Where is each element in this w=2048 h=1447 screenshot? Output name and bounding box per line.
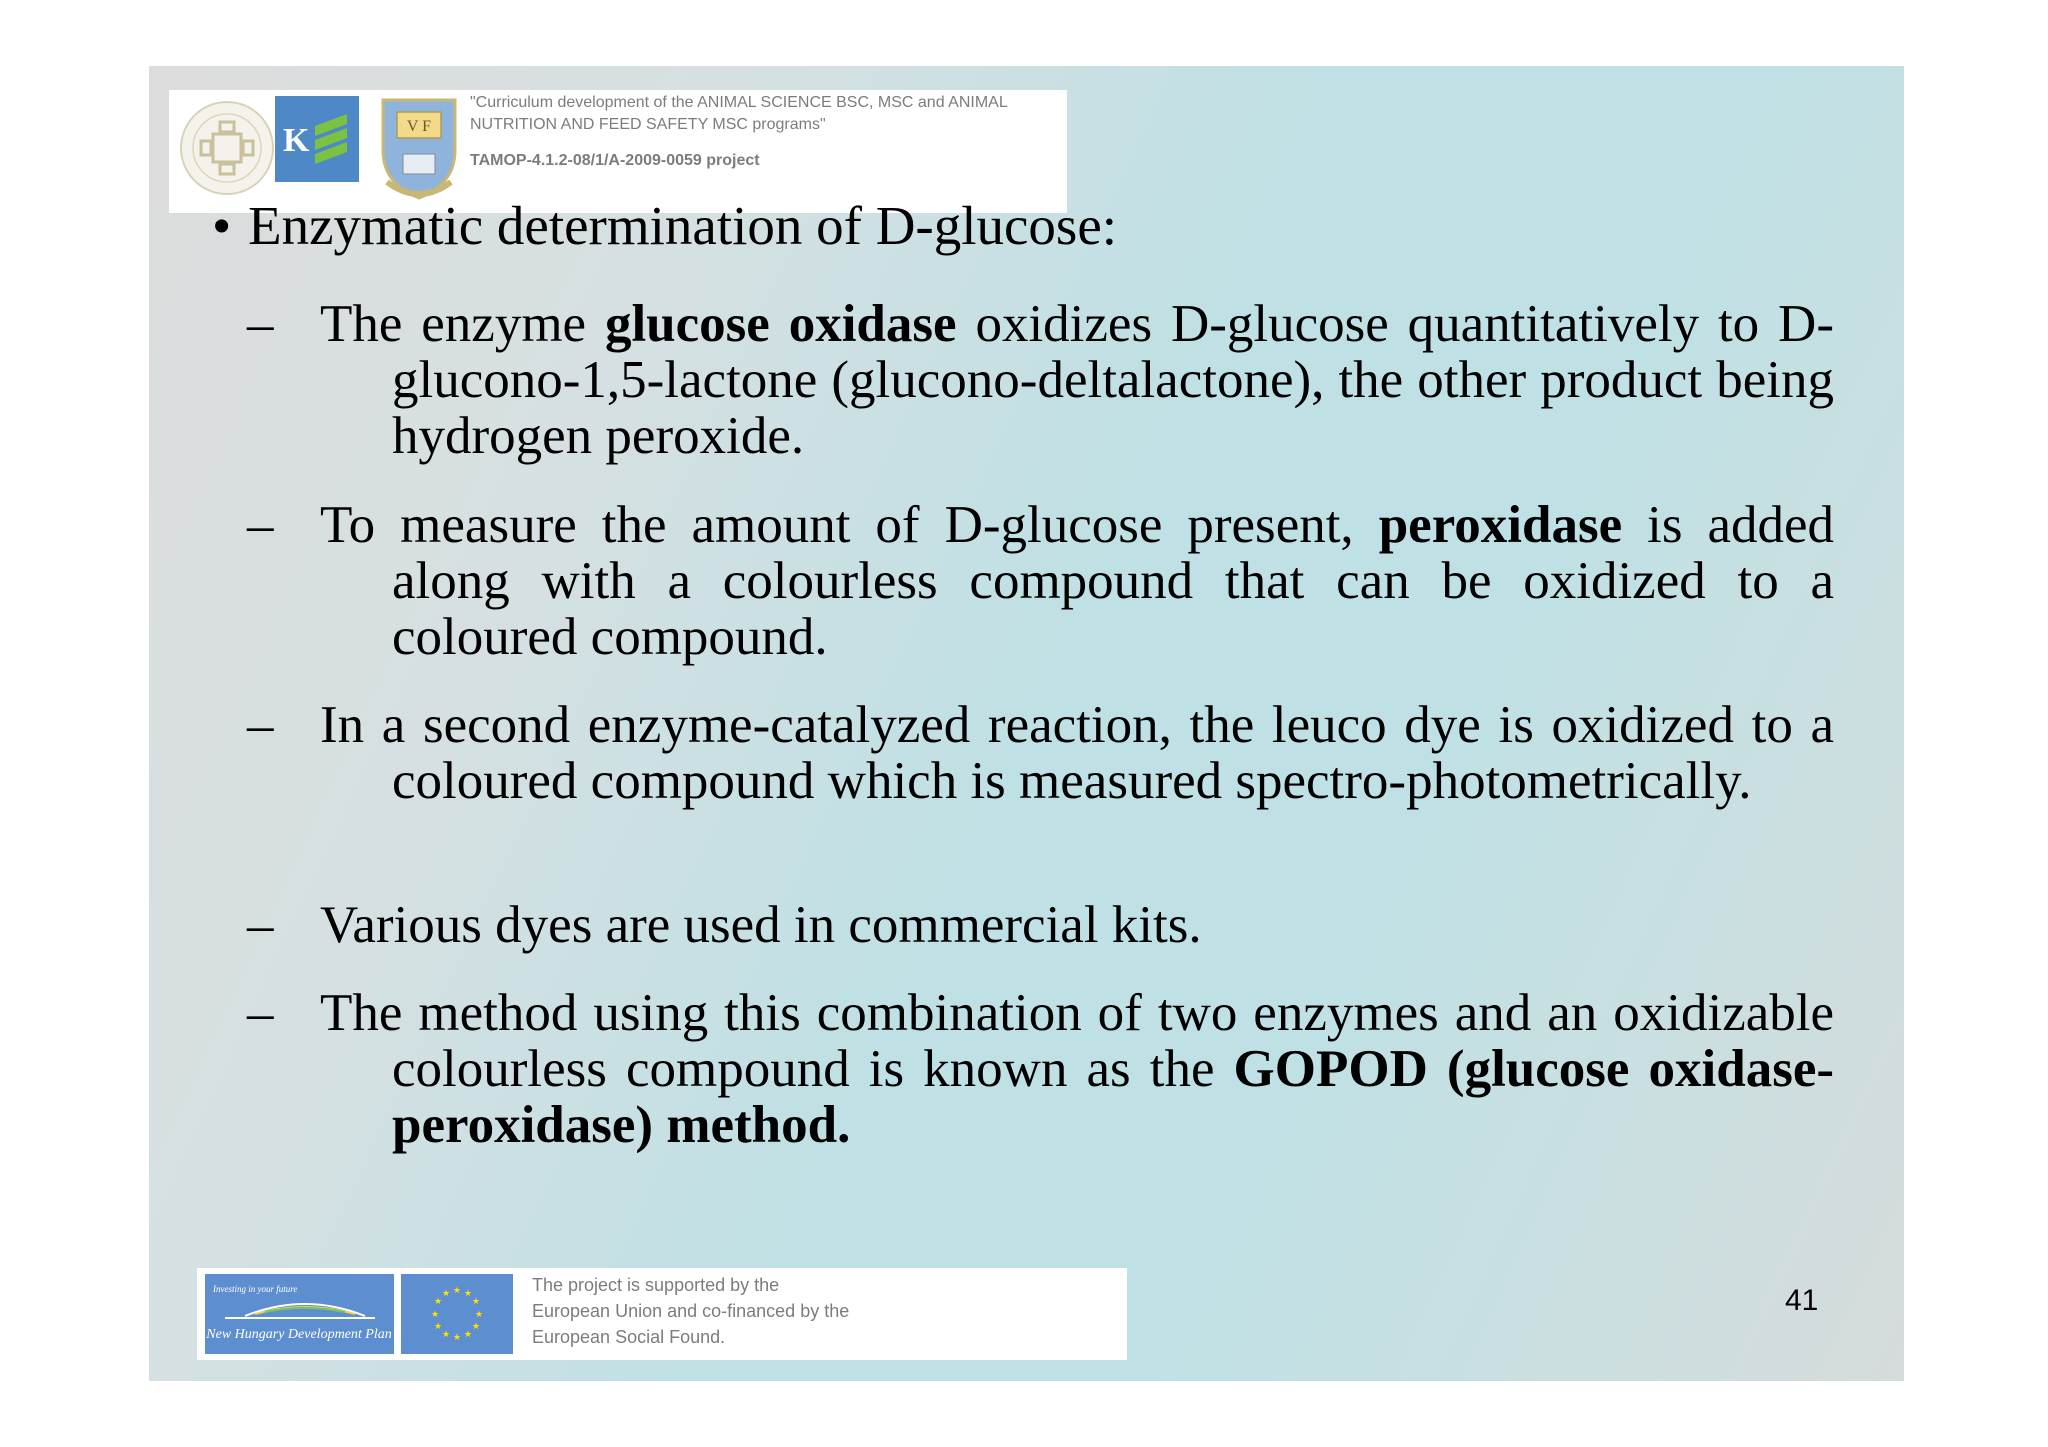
list-item: [247, 296, 1834, 464]
project-code: TAMOP-4.1.2-08/1/A-2009-0059 project: [470, 152, 760, 169]
list-item: [247, 497, 1834, 665]
page-number: 41: [1785, 1284, 1819, 1317]
svg-text:★: ★: [441, 1289, 451, 1299]
svg-text:★: ★: [463, 1330, 473, 1340]
slide: [149, 66, 1904, 1381]
curriculum-line-1: "Curriculum development of the ANIMAL SCIENCE BSC, MSC and ANIMAL: [470, 94, 1008, 111]
funding-statement: [532, 1272, 849, 1350]
bullet-mark: •: [212, 195, 232, 256]
list-item: [247, 985, 1834, 1153]
item-text: Various dyes are used in commercial kits.: [320, 896, 1202, 954]
svg-text:★: ★: [463, 1289, 473, 1299]
svg-text:★: ★: [433, 1297, 443, 1307]
item-text: In a second enzyme-catalyzed reaction, the leuco dye is oxidized to a coloured compound which is measured spectro-photometrically.: [320, 696, 1834, 810]
crest-letters: V F: [406, 118, 432, 135]
svg-text:★: ★: [452, 1333, 462, 1343]
list-item: [247, 897, 1834, 953]
main-bullet: [212, 196, 1117, 256]
dash-mark: –: [247, 496, 274, 554]
item-text-part: oxidizes D-glucose quantitatively to D-glucono-1,5-lactone (glucono-deltalactone), the other product being hydrogen peroxide.: [392, 295, 1834, 465]
funding-line-3: European Social Found.: [532, 1327, 726, 1347]
eu-flag-logo: [401, 1274, 513, 1354]
ndp-name: New Hungary Development Plan: [206, 1327, 392, 1342]
item-text-part: The enzyme: [320, 295, 605, 353]
funding-footer-banner: [197, 1268, 1127, 1360]
ndp-bridge-icon: [205, 1274, 394, 1354]
item-text-bold: peroxidase: [1378, 496, 1623, 554]
svg-text:★: ★: [471, 1297, 481, 1307]
item-text-part: is added along with a colourless compound that can be oxidized to a coloured compound.: [392, 496, 1834, 666]
item-text-bold: GOPOD (glucose oxidase-peroxidase) method.: [392, 1040, 1834, 1154]
eu-stars-icon: [401, 1274, 513, 1354]
dash-mark: –: [247, 984, 274, 1042]
item-text: [320, 497, 1834, 665]
funding-line-2: European Union and co-financed by the: [532, 1301, 850, 1321]
item-text: [320, 296, 1834, 464]
item-text-bold: glucose oxidase: [604, 295, 957, 353]
dash-mark: –: [247, 295, 274, 353]
item-text-part: To measure the amount of D-glucose present,: [320, 496, 1379, 554]
svg-text:★: ★: [441, 1330, 451, 1340]
item-text: [320, 985, 1834, 1153]
item-text-part: The method using this combination of two enzymes and an oxidizable colourless compound is known as the: [320, 984, 1834, 1098]
svg-text:★: ★: [474, 1310, 484, 1320]
curriculum-line-2: NUTRITION AND FEED SAFETY MSC programs": [470, 116, 826, 133]
dash-mark: –: [247, 896, 274, 954]
list-item: [247, 697, 1834, 809]
svg-text:★: ★: [452, 1286, 462, 1296]
svg-text:★: ★: [433, 1322, 443, 1332]
slide-content: [149, 66, 1904, 1381]
k-logo-letter: K: [283, 122, 310, 159]
funding-line-1: The project is supported by the: [532, 1275, 780, 1295]
ndp-tagline: Investing in your future: [213, 1284, 298, 1294]
svg-text:★: ★: [471, 1322, 481, 1332]
slide-heading: Enzymatic determination of D-glucose:: [248, 195, 1118, 256]
new-hungary-development-plan-logo: [205, 1274, 394, 1354]
dash-mark: –: [247, 696, 274, 754]
svg-text:★: ★: [430, 1310, 440, 1320]
